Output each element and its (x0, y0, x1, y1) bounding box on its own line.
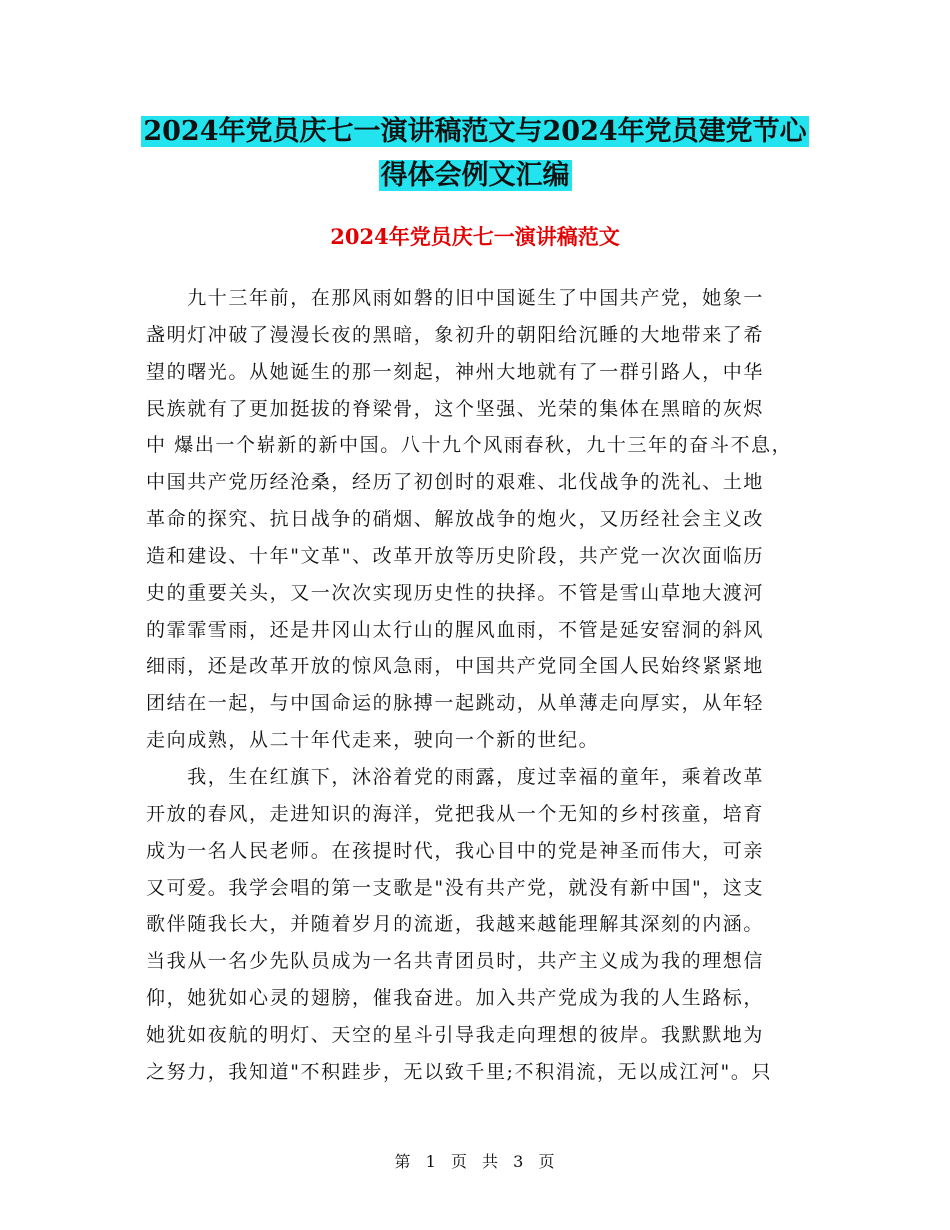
text-line: 中 爆出一个崭新的新中国。八十九个风雨春秋，九十三年的奋斗不息， (146, 434, 793, 457)
text-line: 我，生在红旗下，沐浴着党的雨露，度过幸福的童年，乘着改革 (146, 765, 765, 788)
text-line: 的霏霏雪雨，还是井冈山太行山的腥风血雨，不管是延安窑洞的斜风 (146, 618, 765, 641)
text-line: 史的重要关头，又一次次实现历史性的抉择。不管是雪山草地大渡河 (146, 581, 765, 604)
section-heading: 2024年党员庆七一演讲稿范文 (330, 224, 620, 249)
text-line: 当我从一名少先队员成为一名共青团员时，共产主义成为我的理想信 (146, 950, 765, 973)
footer-label-ye: 页 (450, 1152, 468, 1171)
title-text-line-1: 2024年党员庆七一演讲稿范文与2024年党员建党节心 (143, 116, 807, 147)
footer-total-pages: 3 (513, 1152, 525, 1171)
text-line: 盏明灯冲破了漫漫长夜的黑暗，象初升的朝阳给沉睡的大地带来了希 (146, 323, 765, 346)
text-line: 革命的探究、抗日战争的硝烟、解放战争的炮火，又历经社会主义改 (146, 508, 765, 531)
text-line: 之努力，我知道"不积跬步，无以致千里;不积涓流，无以成江河"。只 (146, 1060, 773, 1083)
footer-label-di: 第 (394, 1152, 412, 1171)
text-line: 又可爱。我学会唱的第一支歌是"没有共产党，就没有新中国"，这支 (146, 876, 765, 899)
document-title-line-1 (0, 112, 950, 152)
footer-label-gong: 共 (482, 1152, 500, 1171)
text-line: 成为一名人民老师。在孩提时代，我心目中的党是神圣而伟大，可亲 (146, 839, 765, 862)
text-line: 仰，她犹如心灵的翅膀，催我奋进。加入共产党成为我的人生路标， (146, 987, 765, 1010)
text-line: 九十三年前，在那风雨如磐的旧中国诞生了中国共产党，她象一 (146, 287, 765, 309)
footer-current-page: 1 (425, 1152, 437, 1171)
text-line: 细雨，还是改革开放的惊风急雨，中国共产党同全国人民始终紧紧地 (146, 655, 765, 678)
text-line: 歌伴随我长大，并随着岁月的流逝，我越来越能理解其深刻的内涵。 (146, 913, 765, 936)
page-footer (0, 1150, 950, 1174)
body-text (146, 280, 816, 1091)
text-line: 她犹如夜航的明灯、天空的星斗引导我走向理想的彼岸。我默默地为 (146, 1023, 765, 1046)
title-text-line-2: 得体会例文汇编 (380, 160, 570, 191)
text-line: 中国共产党历经沧桑，经历了初创时的艰难、北伐战争的洗礼、土地 (146, 471, 765, 494)
document-title-line-2 (0, 156, 950, 196)
text-line: 民族就有了更加挺拔的脊梁骨，这个坚强、光荣的集体在黑暗的灰烬 (146, 397, 765, 420)
footer-label-ye-2: 页 (538, 1152, 556, 1171)
text-line: 造和建设、十年"文革"、改革开放等历史阶段，共产党一次次面临历 (146, 544, 765, 567)
text-line: 开放的春风，走进知识的海洋，党把我从一个无知的乡村孩童，培育 (146, 802, 765, 825)
text-line: 团结在一起，与中国命运的脉搏一起跳动，从单薄走向厚实，从年轻 (146, 692, 765, 715)
text-line: 望的曙光。从她诞生的那一刻起，神州大地就有了一群引路人，中华 (146, 360, 765, 383)
text-line: 走向成熟，从二十年代走来，驶向一个新的世纪。 (146, 729, 600, 752)
